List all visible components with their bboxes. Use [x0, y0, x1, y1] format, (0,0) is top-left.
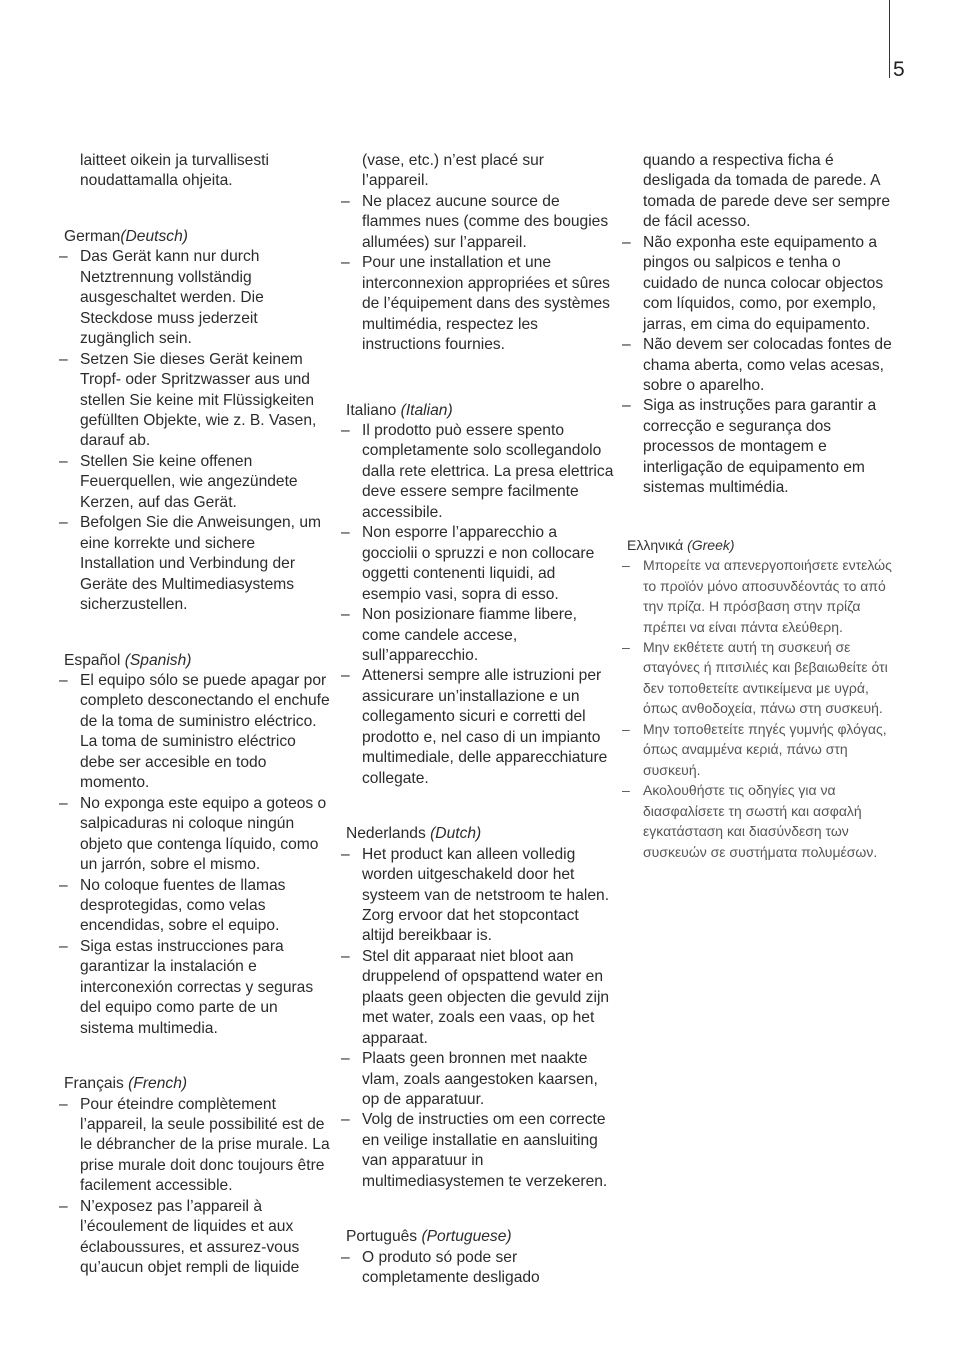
- safety-list: [344, 192, 614, 356]
- section-heading: Español (Spanish): [64, 651, 192, 669]
- list-item: – N’exposez pas l’appareil à l’écoulement de liquides et aux éclaboussures, et assurez-vous qu’aucun objet rempli de liquide: [62, 1197, 332, 1279]
- safety-list: [344, 845, 614, 1193]
- column-1: [62, 151, 332, 1279]
- column-3: [625, 151, 895, 862]
- section-greek: [625, 535, 895, 862]
- list-item: – Stellen Sie keine offenen Feuerquellen, wie angezündete Kerzen, auf das Gerät.: [62, 452, 332, 513]
- list-item: – Setzen Sie dieses Gerät keinem Tropf- oder Spritzwasser aus und stellen Sie keine mit Flüssigkeiten gefüllten Objekte, wie z. B. Vasen, darauf ab.: [62, 350, 332, 452]
- list-item: – No coloque fuentes de llamas desprotegidas, como velas encendidas, sobre el equipo.: [62, 876, 332, 937]
- section-german: [62, 227, 332, 616]
- list-item: – El equipo sólo se puede apagar por completo desconectando el enchufe de la toma de suministro eléctrico. La toma de suministro eléctrico debe ser accesible en todo momento.: [62, 671, 332, 794]
- list-item: – Befolgen Sie die Anweisungen, um eine korrekte und sichere Installation und Verbindung der Geräte des Multimediasystems sicherzustellen.: [62, 513, 332, 615]
- section-portuguese: [344, 1227, 614, 1288]
- safety-list: [344, 1248, 614, 1289]
- list-item: – Ne placez aucune source de flammes nues (comme des bougies allumées) sur l’appareil.: [344, 192, 614, 253]
- list-item: – Μην τοποθετείτε πηγές γυμνής φλόγας, όπως αναμμένα κεριά, πάνω στη συσκευή.: [625, 719, 895, 780]
- section-heading: Ελληνικά (Greek): [627, 536, 735, 553]
- list-item: – Siga estas instrucciones para garantizar la instalación e interconexión correctas y seguras del equipo como parte de un sistema multimedia.: [62, 937, 332, 1039]
- list-item: – Volg de instructies om een correcte en veilige installatie en aansluiting van apparatuur in multimediasystemen te verzekeren.: [344, 1110, 614, 1192]
- safety-list: [625, 233, 895, 499]
- list-item: – Non esporre l’apparecchio a gocciolii o spruzzi e non collocare oggetti contenenti liquidi, ad esempio vasi, sopra di esso.: [344, 523, 614, 605]
- section-italian: [344, 401, 614, 790]
- section-heading: Nederlands (Dutch): [346, 825, 482, 843]
- list-item: – Attenersi sempre alle istruzioni per assicurare un’installazione e un collegamento sicuri e corretti del prodotto e, nel caso di un impianto multimediale, delle apparecchiature collegate.: [344, 666, 614, 789]
- column-2: [344, 151, 614, 1289]
- section-french: [62, 1074, 332, 1279]
- section-dutch: [344, 824, 614, 1192]
- header-rule: [889, 0, 890, 78]
- list-item: – Não devem ser colocadas fontes de chama aberta, como velas acesas, sobre o aparelho.: [625, 335, 895, 396]
- safety-list: [344, 421, 614, 789]
- section-heading: Français (French): [64, 1075, 188, 1093]
- section-spanish: [62, 651, 332, 1040]
- list-item: – No exponga este equipo a goteos o salpicaduras ni coloque ningún objeto que contenga líquido, como un jarrón, sobre el mismo.: [62, 794, 332, 876]
- safety-list: [62, 247, 332, 615]
- section-heading: Português (Portuguese): [346, 1228, 512, 1246]
- section-heading: Italiano (Italian): [346, 401, 453, 419]
- list-item: – Het product kan alleen volledig worden uitgeschakeld door het systeem van de netstroom te halen. Zorg ervoor dat het stopcontact altijd bereikbaar is.: [344, 845, 614, 947]
- section-heading: German(Deutsch): [64, 227, 188, 245]
- list-item: – Não exponha este equipamento a pingos ou salpicos e tenha o cuidado de nunca colocar objectos com líquidos, como, por exemplo, jarras, em cima do equipamento.: [625, 233, 895, 335]
- list-item: – Ακολουθήστε τις οδηγίες για να διασφαλίσετε τη σωστή και ασφαλή εγκατάσταση και διασύνδεση των συσκευών σε συστήματα πολυμέσων.: [625, 780, 895, 862]
- continued-text: laitteet oikein ja turvallisesti noudattamalla ohjeita.: [80, 152, 269, 190]
- safety-list: [62, 671, 332, 1039]
- continued-text: quando a respectiva ficha é desligada da tomada de parede. A tomada de parede deve ser sempre de fácil acesso.: [643, 152, 891, 231]
- continued-text: (vase, etc.) n’est placé sur l’appareil.: [362, 152, 545, 190]
- safety-list: [62, 1095, 332, 1279]
- list-item: – Il prodotto può essere spento completamente solo scollegandolo dalla rete elettrica. La presa elettrica deve essere sempre facilmente accessibile.: [344, 421, 614, 523]
- list-item: – Pour éteindre complètement l’appareil, la seule possibilité est de le débrancher de la prise murale. La prise murale doit donc toujours être facilement accessible.: [62, 1095, 332, 1197]
- list-item: – Das Gerät kann nur durch Netztrennung vollständig ausgeschaltet werden. Die Steckdose muss jederzeit zugänglich sein.: [62, 247, 332, 349]
- list-item: – Siga as instruções para garantir a correcção e segurança dos processos de montagem e interligação de equipamento em sistemas multimédia.: [625, 396, 895, 498]
- list-item: – Μην εκθέτετε αυτή τη συσκευή σε σταγόνες ή πιτσιλιές και βεβαιωθείτε ότι δεν τοποθετείτε αντικείμενα με υγρά, όπως ανθοδοχεία, πάνω στη συσκευή.: [625, 637, 895, 719]
- list-item: – Non posizionare fiamme libere, come candele accese, sull’apparecchio.: [344, 605, 614, 666]
- list-item: – Μπορείτε να απενεργοποιήσετε εντελώς το προϊόν μόνο αποσυνδέοντάς το από την πρίζα. Η πρόσβαση στην πρίζα πρέπει να είναι πάντα ελεύθερη.: [625, 555, 895, 637]
- list-item: – O produto só pode ser completamente desligado: [344, 1248, 614, 1289]
- safety-list: [625, 555, 895, 862]
- page-number: 5: [893, 58, 905, 81]
- list-item: – Plaats geen bronnen met naakte vlam, zoals aangestoken kaarsen, op de apparatuur.: [344, 1049, 614, 1110]
- list-item: – Stel dit apparaat niet bloot aan druppelend of opspattend water en plaats geen objecten die gevuld zijn met water, zoals een vaas, op het apparaat.: [344, 947, 614, 1049]
- list-item: – Pour une installation et une interconnexion appropriées et sûres de l’équipement dans des systèmes multimédia, respectez les instructions fournies.: [344, 253, 614, 355]
